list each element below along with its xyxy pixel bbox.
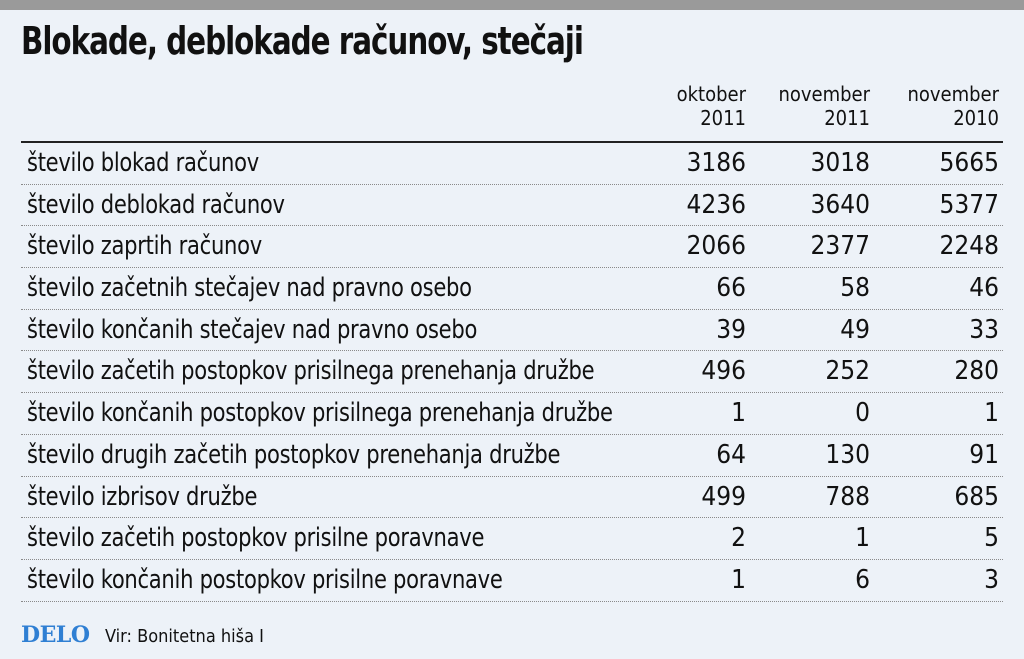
- value-cell: 2248: [939, 231, 999, 262]
- value-cell: 39: [716, 314, 746, 345]
- table-row: [21, 393, 1003, 435]
- row-label: število blokad računov: [27, 148, 259, 178]
- column-header-line2: 2011: [824, 106, 870, 130]
- value-cell: 46: [969, 273, 999, 304]
- value-cell: 5: [984, 523, 999, 554]
- column-header-line2: 2011: [700, 106, 746, 130]
- value-cell: 1: [731, 564, 746, 595]
- column-header-1: [778, 82, 870, 130]
- row-label: število začetih postopkov prisilne poravnave: [27, 523, 485, 554]
- delo-logo: DELO: [21, 622, 90, 648]
- row-label: število deblokad računov: [27, 189, 285, 220]
- value-cell: 1: [855, 523, 870, 554]
- value-cell: 0: [855, 398, 870, 429]
- value-cell: 58: [840, 273, 870, 304]
- table-row: [21, 518, 1003, 560]
- data-table: [21, 143, 1003, 602]
- row-label: število izbrisov družbe: [27, 481, 258, 512]
- table-row: [21, 435, 1003, 477]
- value-cell: 499: [701, 481, 746, 512]
- chart-title: Blokade, deblokade računov, stečaji: [21, 19, 583, 63]
- table-row: [21, 143, 1003, 185]
- value-cell: 788: [825, 481, 870, 512]
- column-header-0: [677, 82, 746, 130]
- value-cell: 3640: [810, 189, 870, 220]
- value-cell: 2066: [686, 231, 746, 262]
- column-header-2: [907, 82, 999, 130]
- value-cell: 3: [984, 564, 999, 595]
- table-row: [21, 351, 1003, 393]
- value-cell: 91: [969, 439, 999, 470]
- top-bar: [0, 0, 1024, 10]
- row-label: število zaprtih računov: [27, 231, 262, 262]
- value-cell: 6: [855, 564, 870, 595]
- table-row: [21, 477, 1003, 519]
- value-cell: 1: [731, 398, 746, 429]
- column-headers: [0, 82, 1024, 134]
- source-note: Vir: Bonitetna hiša I: [105, 626, 264, 647]
- value-cell: 3186: [686, 148, 746, 178]
- value-cell: 33: [969, 314, 999, 345]
- value-cell: 5377: [939, 189, 999, 220]
- value-cell: 1: [984, 398, 999, 429]
- table-row: [21, 310, 1003, 352]
- value-cell: 3018: [810, 148, 870, 178]
- column-header-line2: 2010: [953, 106, 999, 130]
- value-cell: 2: [731, 523, 746, 554]
- value-cell: 5665: [939, 148, 999, 178]
- table-row: [21, 185, 1003, 227]
- value-cell: 130: [825, 439, 870, 470]
- value-cell: 252: [825, 356, 870, 387]
- row-label: število drugih začetih postopkov prenehanja družbe: [27, 439, 561, 470]
- value-cell: 66: [716, 273, 746, 304]
- row-label: število končanih postopkov prisilnega prenehanja družbe: [27, 398, 613, 429]
- footer: [21, 622, 1003, 650]
- row-label: število začetnih stečajev nad pravno osebo: [27, 273, 472, 304]
- value-cell: 280: [954, 356, 999, 387]
- value-cell: 496: [701, 356, 746, 387]
- table-row: [21, 268, 1003, 310]
- column-header-line1: oktober: [676, 82, 746, 106]
- table-row: [21, 226, 1003, 268]
- value-cell: 49: [840, 314, 870, 345]
- row-label: število končanih postopkov prisilne poravnave: [27, 564, 503, 595]
- column-header-line1: november: [778, 82, 870, 106]
- column-header-line1: november: [907, 82, 999, 106]
- value-cell: 4236: [686, 189, 746, 220]
- value-cell: 685: [954, 481, 999, 512]
- row-label: število končanih stečajev nad pravno osebo: [27, 314, 478, 345]
- value-cell: 64: [716, 439, 746, 470]
- table-row: [21, 560, 1003, 602]
- value-cell: 2377: [810, 231, 870, 262]
- row-label: število začetih postopkov prisilnega prenehanja družbe: [27, 356, 595, 387]
